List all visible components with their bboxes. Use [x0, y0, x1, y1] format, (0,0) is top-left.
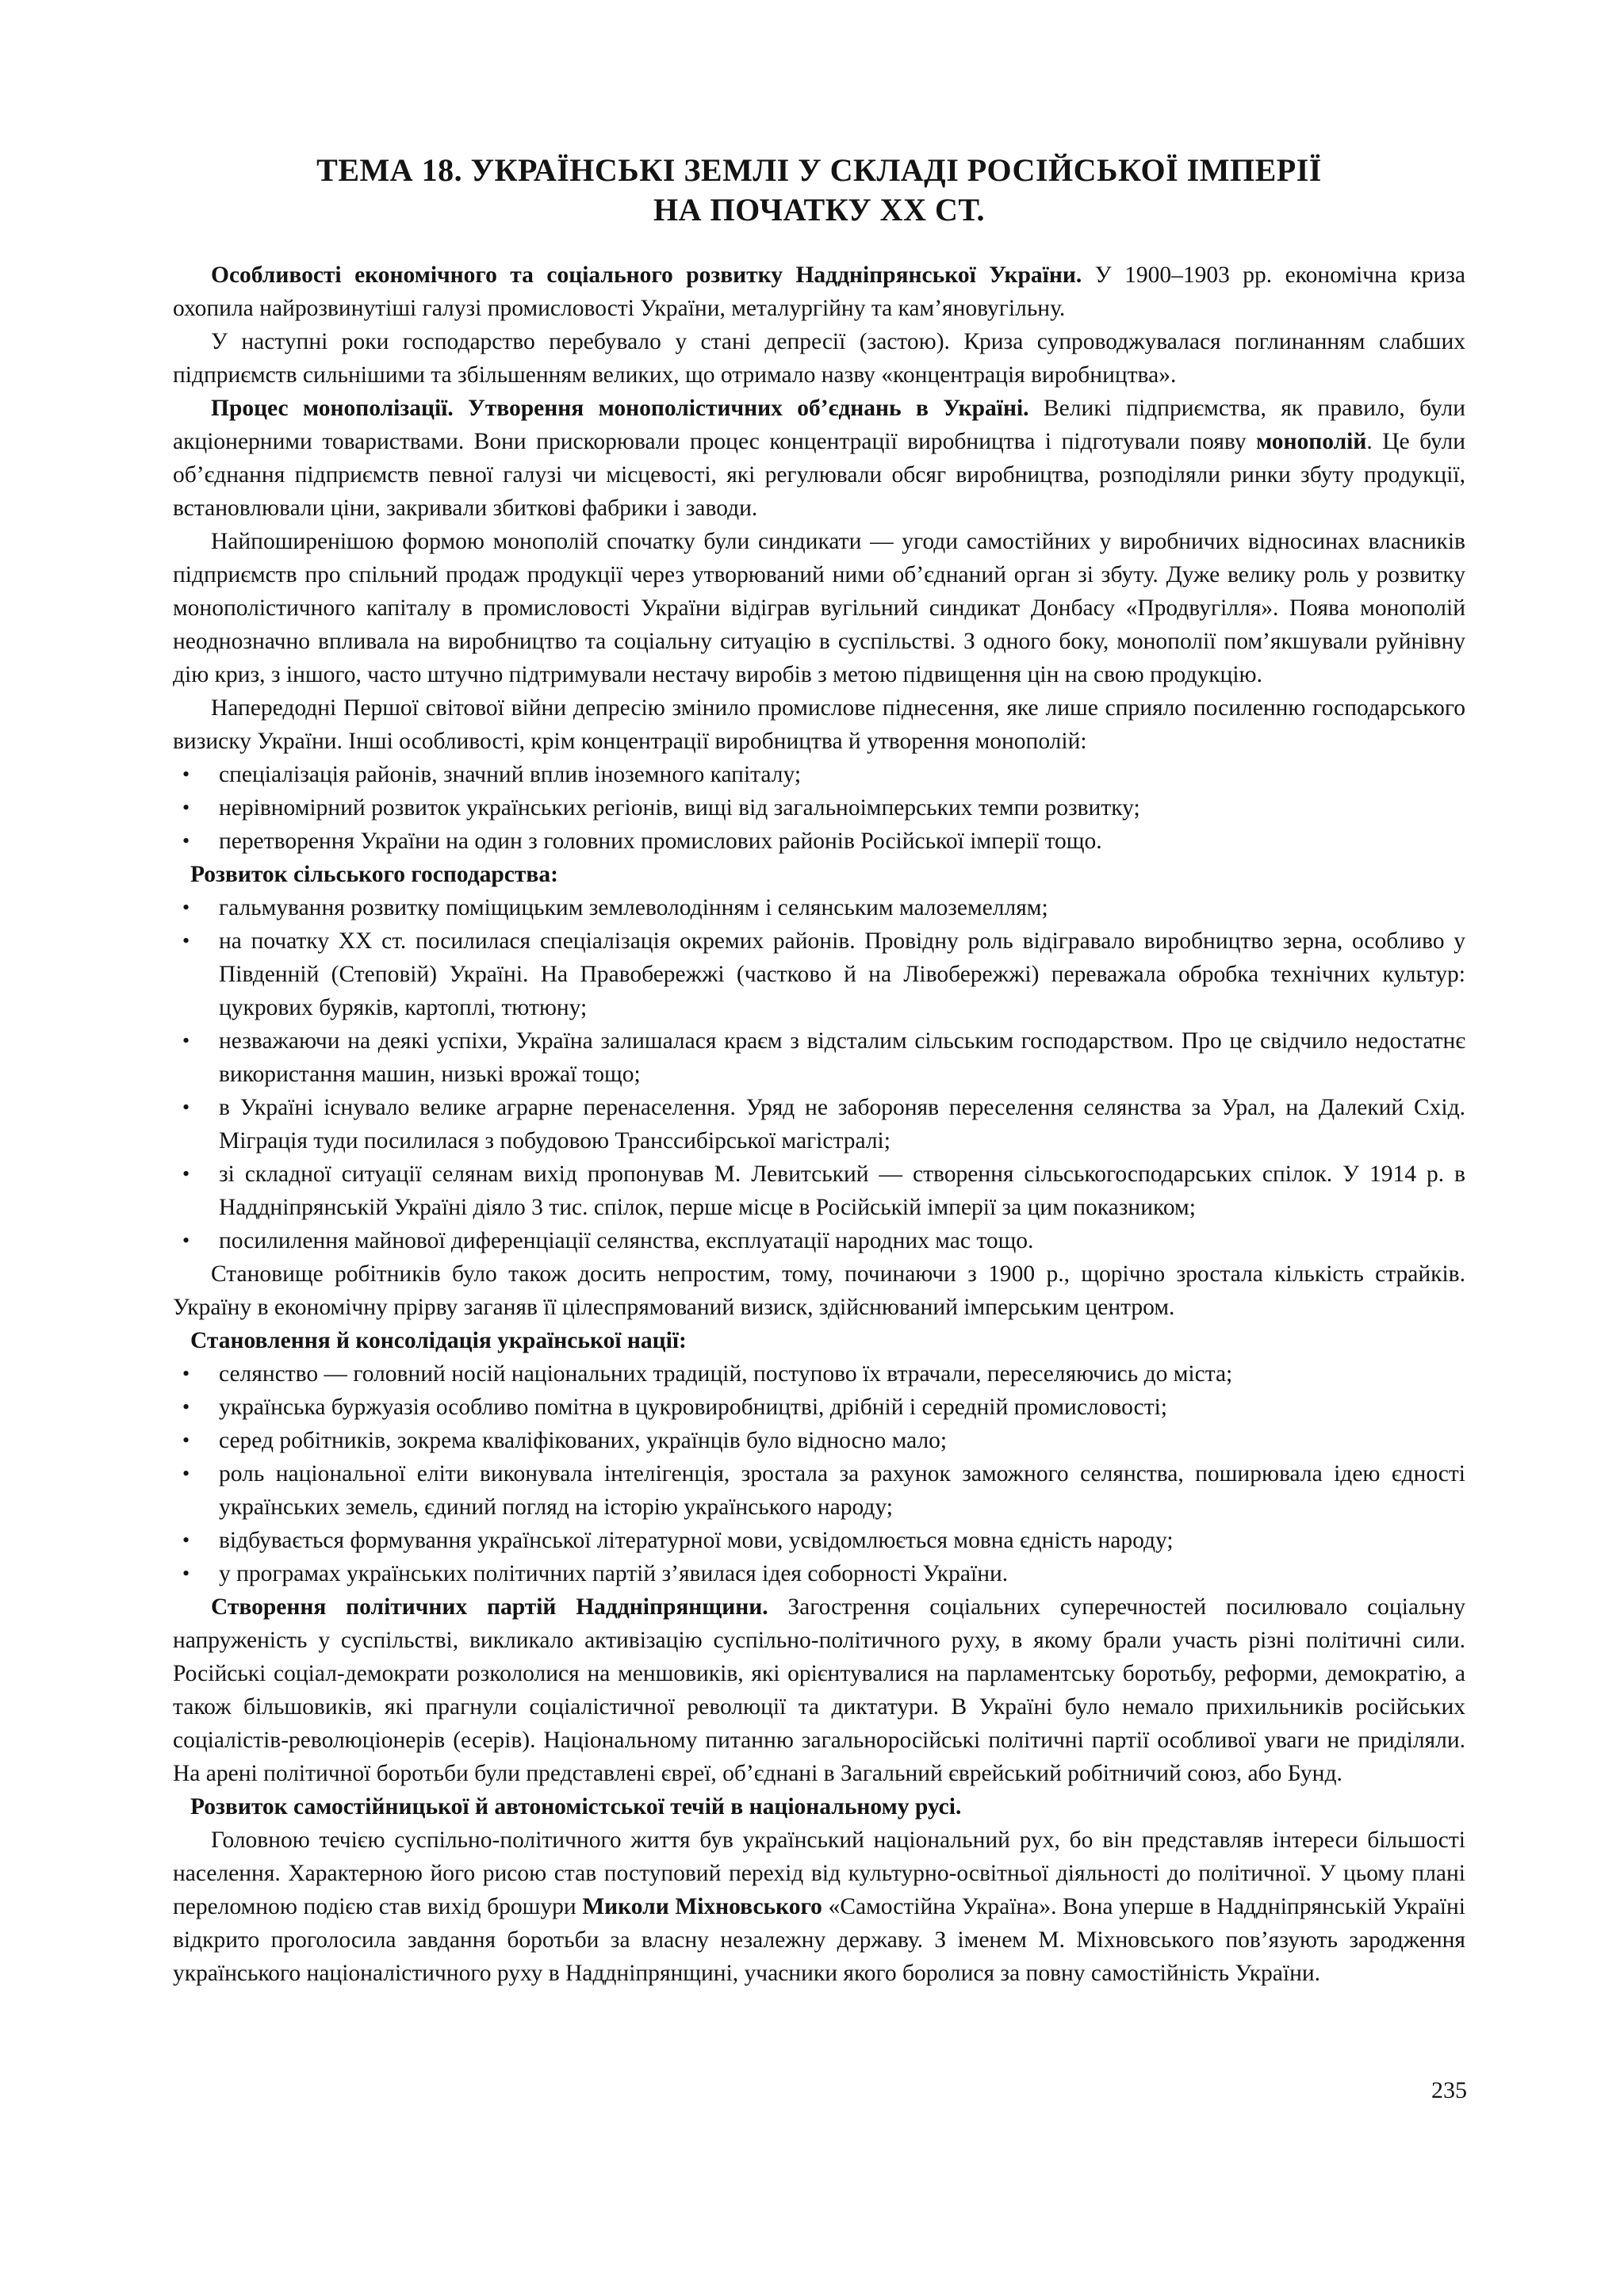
- industry-features-list: [173, 758, 1465, 858]
- paragraph-lead-heading: Особливості економічного та соціального розвитку Наддніпрянської України.: [211, 262, 1082, 288]
- paragraph-lead-heading: Створення політичних партій Наддніпрянщини.: [211, 1594, 768, 1620]
- list-item: • спеціалізація районів, значний вплив іноземного капіталу;: [219, 758, 1465, 791]
- page-title: [173, 151, 1465, 230]
- paragraph-monopolization: [173, 392, 1465, 525]
- list-item: • перетворення України на один з головних промислових районів Російської імперії тощо.: [219, 825, 1465, 858]
- paragraph-syndicates: Найпоширенішою формою монополій спочатку були синдикати — угоди самостійних у виробничих відносинах власників підприємств про спільний продаж продукції через утворюваний ними об’єднаний орган зі збуту. Дуже велику роль у розвитку монополістичного капіталу в промисловості України відіграв вугільний синдикат Донбасу «Продвугілля». Поява монополій неоднозначно впливала на виробництво та соціальну ситуацію в суспільстві. З одного боку, монополії пом’якшували руйнівну дію криз, з іншого, часто штучно підтримували нестачу виробів з метою підвищення цін на свою продукцію.: [173, 529, 1465, 687]
- list-item: • серед робітників, зокрема кваліфікованих, українців було відносно мало;: [219, 1424, 1465, 1457]
- nation-list: [173, 1357, 1465, 1590]
- paragraph-text: Загострення соціальних суперечностей посилювало соціальну напруженість у суспільстві, викликало активізацію суспільно-політичного руху, в якому брали участь різні політичні сили. Російські соціал-демократи розкололися на меншовиків, які орієнтувалися на парламентську боротьбу, реформи, демократію, а також більшовиків, які прагнули соціалістичної революції та диктатури. В Україні було немало прихильників російських соціалістів-революціонерів (есерів). Національному питанню загальноросійські політичні партії особливої уваги не приділяли. На арені політичної боротьби були представлені євреї, об’єднані в Загальний єврейський робітничий союз, або Бунд.: [173, 1594, 1465, 1786]
- paragraph-industrial-rise: Напередодні Першої світової війни депресію змінило промислове піднесення, яке лише сприяло посиленню господарського визиску України. Інші особливості, крім концентрації виробництва й утворення монополій:: [173, 695, 1465, 754]
- paragraph-national-movement: [173, 1823, 1465, 1990]
- list-item: • на початку ХХ ст. посилилася спеціалізація окремих районів. Провідну роль відігравало виробництво зерна, особливо у Південній (Степовій) Україні. На Правобережжі (частково й на Лівобережжі) переважала обробка технічних культур: цукрових буряків, картоплі, тютюну;: [219, 924, 1465, 1024]
- list-item: • у програмах українських політичних партій з’явилася ідея соборності України.: [219, 1557, 1465, 1590]
- list-item: • селянство — головний носій національних традицій, поступово їх втрачали, переселяючись до міста;: [219, 1357, 1465, 1391]
- list-item: • роль національної еліти виконувала інтелігенція, зростала за рахунок заможного селянства, поширювала ідею єдності українських земель, єдиний погляд на історію українського народу;: [219, 1457, 1465, 1524]
- list-item: • зі складної ситуації селянам вихід пропонував М. Левитський — створення сільськогосподарських спілок. У 1914 р. в Наддніпрянській Україні діяло 3 тис. спілок, перше місце в Російській імперії за цим показником;: [219, 1158, 1465, 1224]
- title-line-2: НА ПОЧАТКУ ХХ СТ.: [653, 192, 986, 228]
- paragraph-text: Головною течією суспільно-політичного життя був український національний рух, бо він представляв інтереси більшості населення. Характерною його рисою став поступовий перехід від культурно-освітньої діяльності до політичної. У цьому плані переломною подією став вихід брошури: [173, 1827, 1465, 1919]
- list-item: • посилилення майнової диференціації селянства, експлуатації народних мас тощо.: [219, 1224, 1465, 1257]
- section-heading-nation: Становлення й консолідація української нації:: [190, 1328, 687, 1353]
- title-line-1: ТЕМА 18. УКРАЇНСЬКІ ЗЕМЛІ У СКЛАДІ РОСІЙСЬКОЇ ІМПЕРІЇ: [316, 152, 1322, 188]
- list-item: • відбувається формування української літературної мови, усвідомлюється мовна єдність народу;: [219, 1524, 1465, 1557]
- agriculture-list: [173, 891, 1465, 1257]
- paragraph-text: . Це були об’єднання підприємств певної галузі чи місцевості, які регулювали обсяг виробництва, розподіляли ринки збуту продукції, встановлювали ціни, закривали збиткові фабрики і заводи.: [173, 429, 1465, 521]
- term-monopolies: монополій: [1256, 429, 1367, 454]
- section-heading-agriculture: Розвиток сільського господарства:: [190, 862, 558, 887]
- paragraph-text: «Самостійна Україна». Вона уперше в Наддніпрянській Україні відкрито проголосила завдання боротьби за власну незалежну державу. З іменем М. Міхновського пов’язують зародження українського націоналістичного руху в Наддніпрянщині, учасники якого боролися за повну самостійність України.: [173, 1894, 1465, 1986]
- paragraph-depression: У наступні роки господарство перебувало у стані депресії (застою). Криза супроводжувалася поглинанням слабших підприємств сильнішими та збільшенням великих, що отримало назву «концентрація виробництва».: [173, 329, 1465, 388]
- list-item: • в Україні існувало велике аграрне перенаселення. Уряд не забороняв переселення селянства за Урал, на Далекий Схід. Міграція туди посилилася з побудовою Транссибірської магістралі;: [219, 1091, 1465, 1158]
- paragraph-political-parties: [173, 1590, 1465, 1790]
- paragraph-text: У 1900–1903 рр. економічна криза охопила найрозвинутіші галузі промисловості України, металургійну та кам’яновугільну.: [173, 262, 1465, 321]
- paragraph-text: Великі підприємства, як правило, були акціонерними товариствами. Вони прискорювали процес концентрації виробництва і підготували появу: [173, 396, 1465, 454]
- list-item: • українська буржуазія особливо помітна в цукровиробництві, дрібній і середній промисловості;: [219, 1391, 1465, 1424]
- paragraph-economic-crisis: [173, 258, 1465, 325]
- section-heading-national-movement: Розвиток самостійницької й автономістської течій в національному русі.: [190, 1794, 962, 1820]
- list-item: • нерівномірний розвиток українських регіонів, вищі від загальноімперських темпи розвитку;: [219, 791, 1465, 825]
- page-number: 235: [1431, 2077, 1467, 2103]
- name-mykola-mikhnovsky: Миколи Міхновського: [582, 1894, 822, 1919]
- list-item: • незважаючи на деякі успіхи, Україна залишалася краєм з відсталим сільським господарством. Про це свідчило недостатнє використання машин, низькі врожаї тощо;: [219, 1024, 1465, 1091]
- paragraph-lead-heading: Процес монополізації. Утворення монополістичних об’єднань в Україні.: [211, 396, 1029, 421]
- paragraph-workers: Становище робітників було також досить непростим, тому, починаючи з 1900 р., щорічно зростала кількість страйків. Україну в економічну прірву заганяв її цілеспрямований визиск, здійснюваний імперським центром.: [173, 1261, 1465, 1320]
- list-item: • гальмування розвитку поміщицьким землеволодінням і селянським малоземеллям;: [219, 891, 1465, 924]
